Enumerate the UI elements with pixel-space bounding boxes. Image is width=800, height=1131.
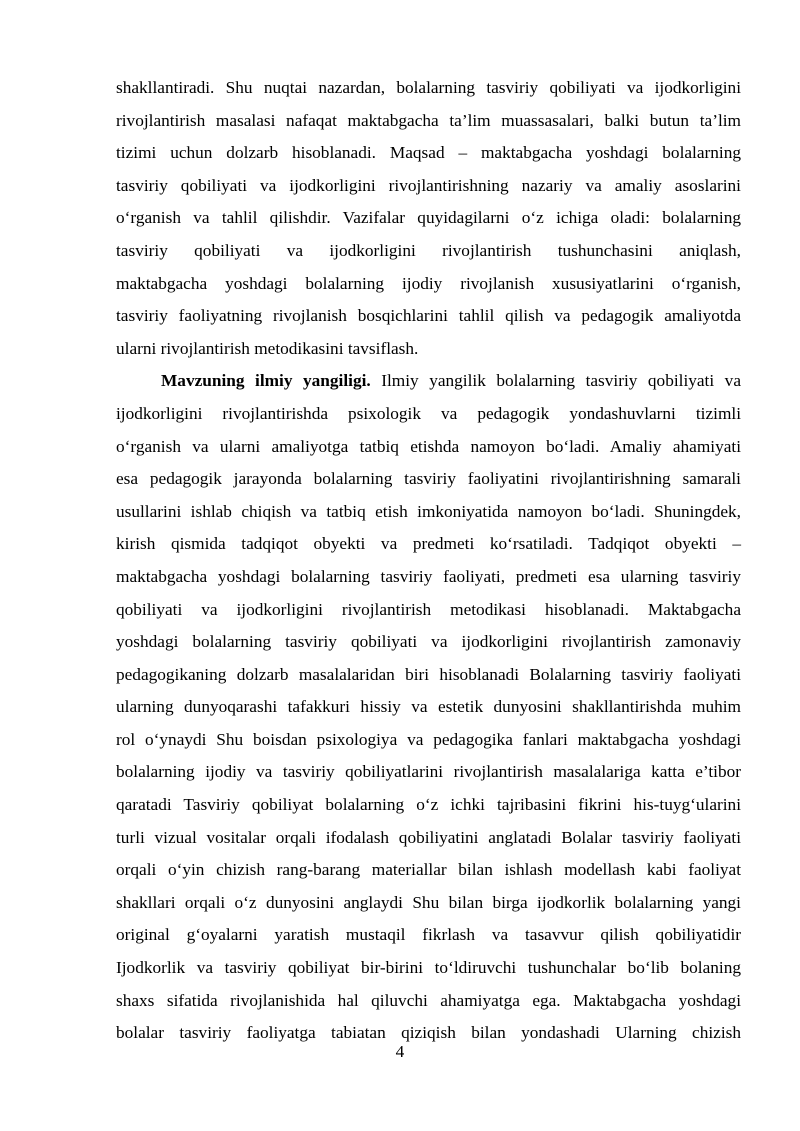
text-line: bolalar tasviriy faoliyatga tabiatan qiziqish bilan yondashadi Ularning chizish xyxy=(116,1023,741,1043)
text-line: pedagogikaning dolzarb masalalaridan biri hisoblanadi Bolalarning tasviriy faoliyati xyxy=(116,664,741,684)
text-line: tasviriy faoliyatning rivojlanish bosqichlarini tahlil qilish va pedagogik amaliyotda xyxy=(116,306,741,326)
text-line: ularning dunyoqarashi tafakkuri hissiy va estetik dunyosini shakllantirishda muhim xyxy=(116,697,741,717)
text-line: ijodkorligini rivojlantirishda psixologik va pedagogik yondashuvlarni tizimli xyxy=(116,403,741,423)
text-line: tasviriy qobiliyati va ijodkorligini rivojlantirish tushunchasini aniqlash, xyxy=(116,240,741,260)
paragraph-2 xyxy=(116,365,741,1049)
text-line: qaratadi Tasviriy qobiliyat bolalarning o‘z ichki tajribasini fikrini his-tuyg‘ularini xyxy=(116,795,741,815)
body-text xyxy=(116,72,741,1050)
text-line: bolalarning ijodiy va tasviriy qobiliyatlarini rivojlantirish masalalariga katta e’tibor xyxy=(116,762,741,782)
text-line: usullarini ishlab chiqish va tatbiq etish imkoniyatida namoyon bo‘ladi. Shuningdek, xyxy=(116,501,741,521)
text-line: rivojlantirish masalasi nafaqat maktabgacha ta’lim muassasalari, balki butun ta’lim xyxy=(116,110,741,130)
text-line: shakllantiradi. Shu nuqtai nazardan, bolalarning tasviriy qobiliyati va ijodkorligini xyxy=(116,78,741,97)
text-line: rol o‘ynaydi Shu boisdan psixologiya va pedagogika fanlari maktabgacha yoshdagi xyxy=(116,729,741,749)
text-line: tizimi uchun dolzarb hisoblanadi. Maqsad – maktabgacha yoshdagi bolalarning xyxy=(116,143,741,163)
text-line: kirish qismida tadqiqot obyekti va predmeti ko‘rsatiladi. Tadqiqot obyekti – xyxy=(116,534,741,554)
text-line: orqali o‘yin chizish rang-barang materiallar bilan ishlash modellash kabi faoliyat xyxy=(116,860,741,880)
text-line: qobiliyati va ijodkorligini rivojlantirish metodikasi hisoblanadi. Maktabgacha xyxy=(116,599,741,619)
text-line: maktabgacha yoshdagi bolalarning tasviriy faoliyati, predmeti esa ularning tasviriy xyxy=(116,566,741,586)
page-number: 4 xyxy=(395,1042,405,1061)
text-line: o‘rganish va ularni amaliyotga tatbiq etishda namoyon bo‘ladi. Amaliy ahamiyati xyxy=(116,436,741,456)
text-line: yoshdagi bolalarning tasviriy qobiliyati va ijodkorligini rivojlantirish zamonaviy xyxy=(116,632,741,652)
text-line: esa pedagogik jarayonda bolalarning tasviriy faoliyatini rivojlantirishning samarali xyxy=(116,469,741,489)
text-line: Ijodkorlik va tasviriy qobiliyat bir-birini to‘ldiruvchi tushunchalar bo‘lib bolaning xyxy=(116,958,741,978)
paragraph-2-first-line xyxy=(116,365,741,398)
text-line: o‘rganish va tahlil qilishdir. Vazifalar quyidagilarni o‘z ichiga oladi: bolalarning xyxy=(116,208,741,228)
paragraph-2-first-line-text: Ilmiy yangilik bolalarning tasviriy qobiliyati va xyxy=(370,371,741,391)
text-line: shakllari orqali o‘z dunyosini anglaydi Shu bilan birga ijodkorlik bolalarning yangi xyxy=(116,892,741,912)
text-line: maktabgacha yoshdagi bolalarning ijodiy rivojlanish xususiyatlarini o‘rganish, xyxy=(116,273,741,293)
text-line: tasviriy qobiliyati va ijodkorligini rivojlantirishning nazariy va amaliy asoslarini xyxy=(116,175,741,195)
text-line: shaxs sifatida rivojlanishida hal qiluvchi ahamiyatga ega. Maktabgacha yoshdagi xyxy=(116,990,741,1010)
paragraph-1 xyxy=(116,72,741,365)
text-line: ularni rivojlantirish metodikasini tavsiflash. xyxy=(116,338,419,358)
text-line: turli vizual vositalar orqali ifodalash qobiliyatini anglatadi Bolalar tasviriy faoliyati xyxy=(116,827,741,847)
section-heading: Mavzuning ilmiy yangiligi. xyxy=(161,371,371,391)
text-line: original g‘oyalarni yaratish mustaqil fikrlash va tasavvur qilish qobiliyatidir xyxy=(116,925,741,945)
